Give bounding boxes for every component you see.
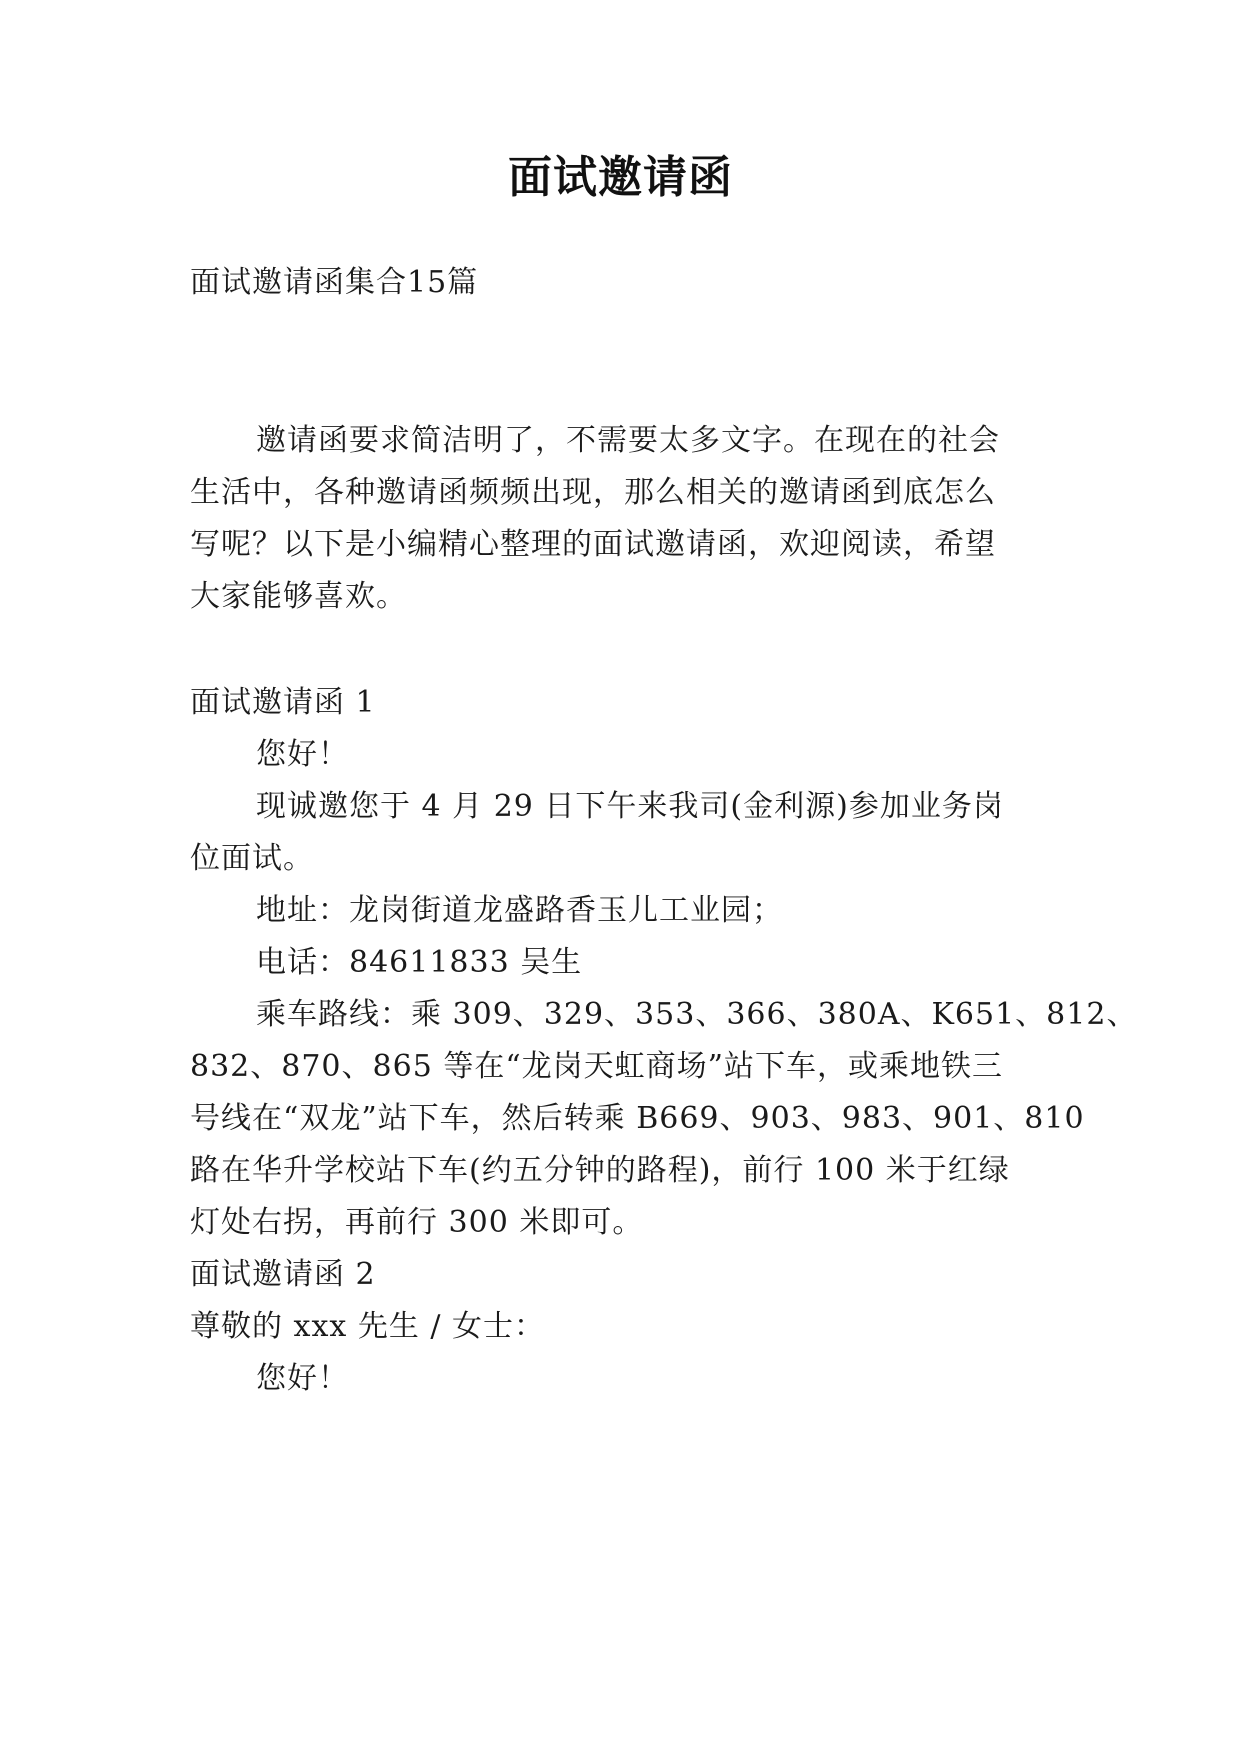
letter1-route-line: 乘车路线：乘 309、329、353、366、380A、K651、812、 xyxy=(256,997,1138,1032)
letter1-address: 地址：龙岗街道龙盛路香玉儿工业园； xyxy=(256,893,783,928)
letter1-invite-line: 位面试。 xyxy=(190,841,314,876)
intro-line: 生活中，各种邀请函频频出现，那么相关的邀请函到底怎么 xyxy=(190,475,996,510)
letter1-invite-line: 现诚邀您于 4 月 29 日下午来我司(金利源)参加业务岗 xyxy=(256,789,1004,824)
letter1-route-line: 832、870、865 等在“龙岗天虹商场”站下车，或乘地铁三 xyxy=(190,1049,1003,1084)
letter1-route-line: 灯处右拐，再前行 300 米即可。 xyxy=(190,1205,644,1240)
intro-line: 写呢？以下是小编精心整理的面试邀请函，欢迎阅读，希望 xyxy=(190,527,996,562)
page-title: 面试邀请函 xyxy=(508,152,733,203)
letter1-heading: 面试邀请函 1 xyxy=(190,685,376,720)
letter2-heading: 面试邀请函 2 xyxy=(190,1257,376,1292)
intro-line: 邀请函要求简洁明了，不需要太多文字。在现在的社会 xyxy=(256,423,1000,458)
intro-line: 大家能够喜欢。 xyxy=(190,579,407,614)
document-subtitle: 面试邀请函集合15篇 xyxy=(190,265,479,300)
letter2-salutation: 尊敬的 xxx 先生 / 女士： xyxy=(190,1309,546,1344)
letter2-greeting: 您好！ xyxy=(256,1361,349,1396)
letter1-route-line: 号线在“双龙”站下车，然后转乘 B669、903、983、901、810 xyxy=(190,1101,1085,1136)
letter1-route-line: 路在华升学校站下车(约五分钟的路程)，前行 100 米于红绿 xyxy=(190,1153,1010,1188)
letter1-greeting: 您好！ xyxy=(256,737,349,772)
letter1-phone: 电话：84611833 吴生 xyxy=(256,945,583,980)
